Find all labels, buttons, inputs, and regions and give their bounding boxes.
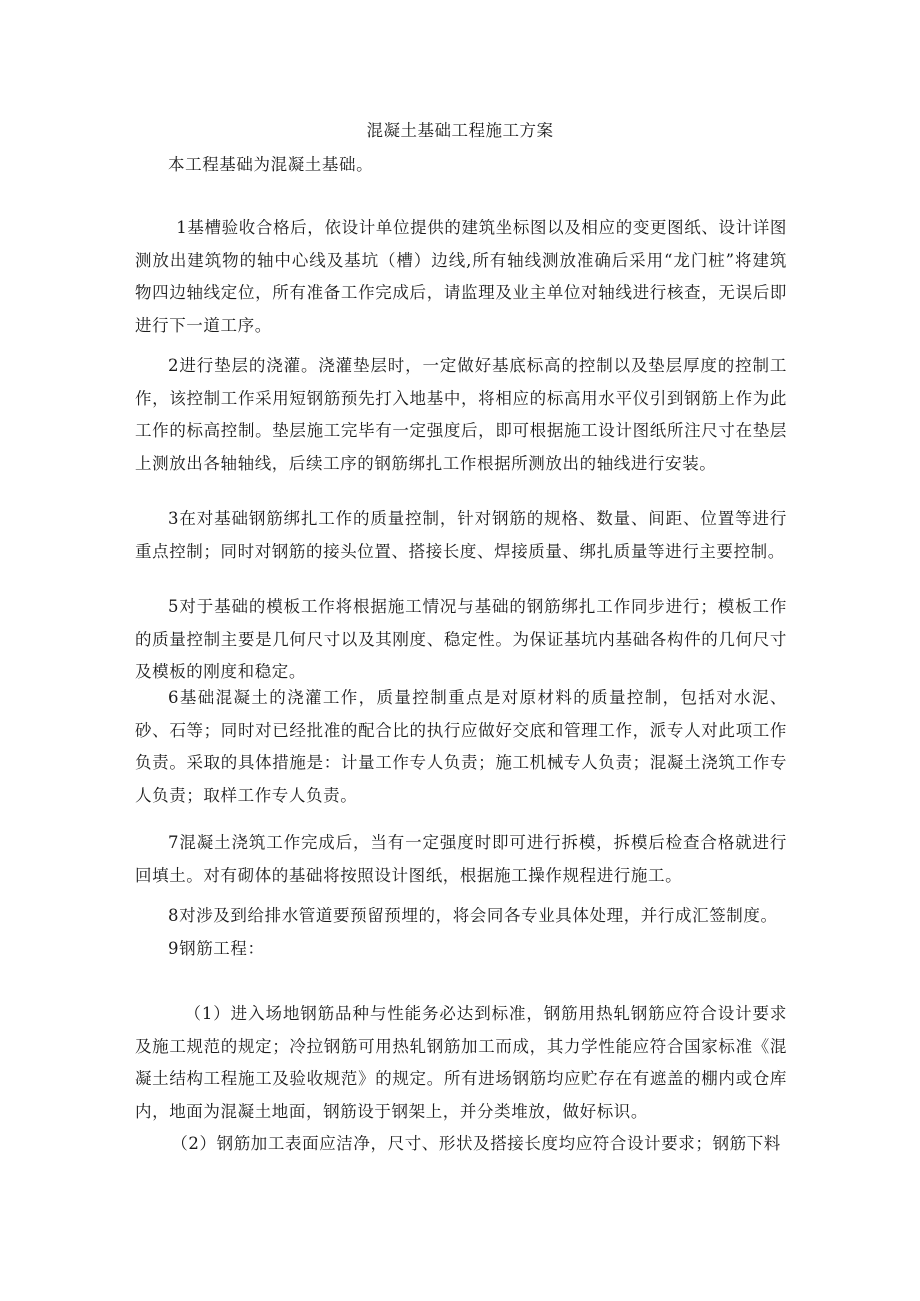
- rebar-item-2: （2）钢筋加工表面应洁净，尺寸、形状及搭接长度均应符合设计要求；钢筋下料: [171, 1134, 781, 1153]
- paragraph-1: 1基槽验收合格后，依设计单位提供的建筑坐标图以及相应的变更图纸、设计详图测放出建筑物的轴中心线及基坑（槽）边线,所有轴线测放准确后采用“龙门桩”将建筑物四边轴线定位，所有准备工作完成后，请监理及业主单位对轴线进行核查，无误后即进行下一道工序。: [135, 218, 787, 335]
- paragraph-6: 6基础混凝土的浇灌工作，质量控制重点是对原材料的质量控制，包括对水泥、砂、石等；同时对已经批准的配合比的执行应做好交底和管理工作，派专人对此项工作负责。采取的具体措施是：计量工作专人负责；施工机械专人负责；混凝土浇筑工作专人负责；取样工作专人负责。: [135, 688, 787, 805]
- paragraph-7: 7混凝土浇筑工作完成后，当有一定强度时即可进行拆模，拆模后检查合格就进行回填土。对有砌体的基础将按照设计图纸，根据施工操作规程进行施工。: [135, 833, 787, 885]
- paragraph-5: 5对于基础的模板工作将根据施工情况与基础的钢筋绑扎工作同步进行；模板工作的质量控制主要是几何尺寸以及其刚度、稳定性。为保证基坑内基础各构件的几何尺寸及模板的刚度和稳定。: [135, 597, 787, 681]
- document-title: 混凝土基础工程施工方案: [366, 121, 554, 140]
- paragraph-3: 3在对基础钢筋绑扎工作的质量控制，针对钢筋的规格、数量、间距、位置等进行重点控制；同时对钢筋的接头位置、搭接长度、焊接质量、绑扎质量等进行主要控制。: [135, 509, 787, 561]
- intro-paragraph: 本工程基础为混凝土基础。: [168, 155, 374, 174]
- rebar-item-1: （1）进入场地钢筋品种与性能务必达到标准，钢筋用热轧钢筋应符合设计要求及施工规范的规定；冷拉钢筋可用热轧钢筋加工而成，其力学性能应符合国家标准《混凝土结构工程施工及验收规范》的规定。所有进场钢筋均应贮存在有遮盖的棚内或仓库内，地面为混凝土地面，钢筋设于钢架上，并分类堆放，做好标识。: [135, 1004, 787, 1121]
- paragraph-9-heading: 9钢筋工程：: [168, 939, 265, 958]
- paragraph-8: 8对涉及到给排水管道要预留预埋的，将会同各专业具体处理，并行成汇签制度。: [168, 906, 778, 925]
- paragraph-2: 2进行垫层的浇灌。浇灌垫层时，一定做好基底标高的控制以及垫层厚度的控制工作，该控制工作采用短钢筋预先打入地基中，将相应的标高用水平仪引到钢筋上作为此工作的标高控制。垫层施工完毕有一定强度后，即可根据施工设计图纸所注尺寸在垫层上测放出各轴轴线，后续工序的钢筋绑扎工作根据所测放出的轴线进行安装。: [135, 356, 787, 473]
